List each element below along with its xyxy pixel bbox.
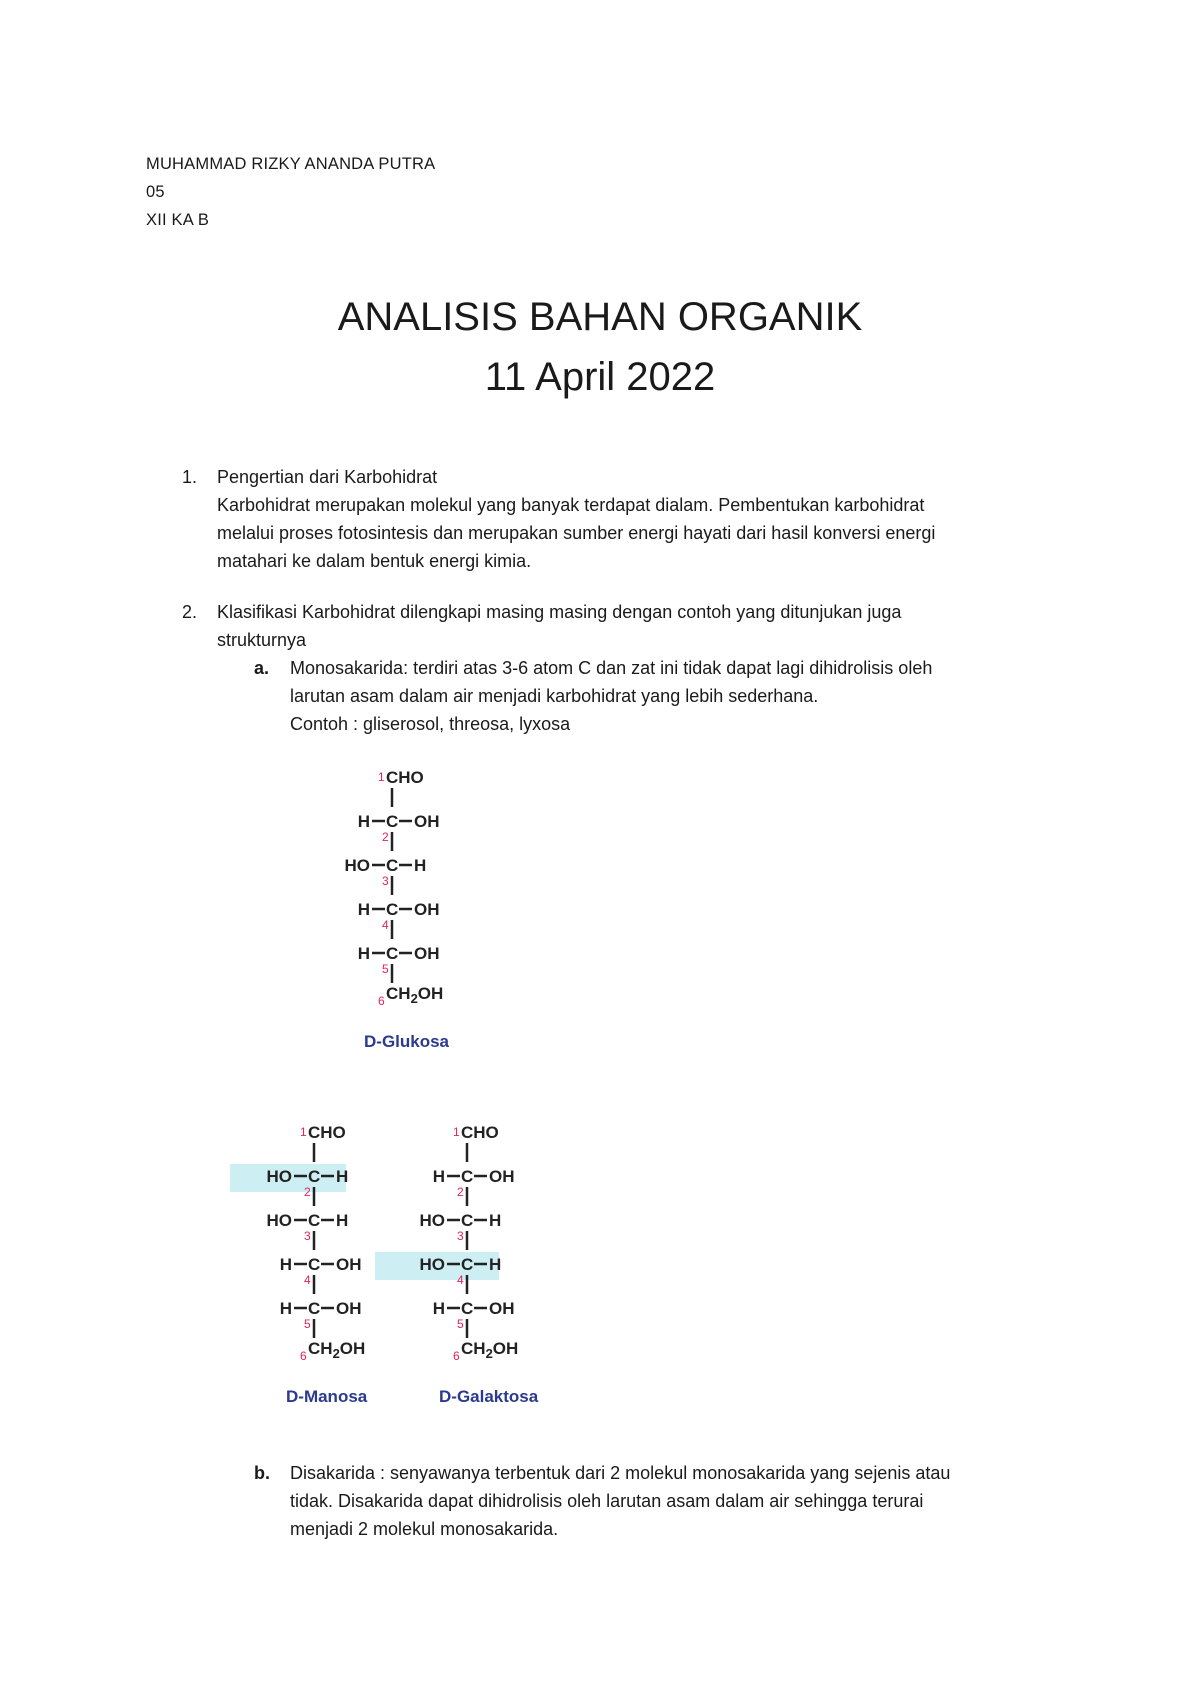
carbon: C [308,1255,321,1274]
carbon-number: 5 [457,1317,464,1331]
structure-name: D-Galaktosa [439,1387,539,1406]
item-2-line: Klasifikasi Karbohidrat dilengkapi masing masing dengan contoh yang ditunjukan juga [217,602,902,622]
carbon-number: 3 [457,1229,464,1243]
structure-name: D-Manosa [286,1387,368,1406]
carbon-number: 2 [304,1185,311,1199]
structure-name: D-Glukosa [364,1032,450,1051]
group-top: CHO [308,1123,346,1142]
subitem-b-line: menjadi 2 molekul monosakarida. [290,1519,559,1539]
carbon-number: 4 [382,918,389,932]
group-bottom: $CH_2OH$ [308,1339,366,1361]
item-2-number: 2. [182,602,198,622]
d-galaktosa-structure [375,1110,575,1430]
substituent-left: HO [344,856,370,875]
carbon: C [461,1211,474,1230]
substituent-left: HO [419,1211,445,1230]
carbon: C [308,1211,321,1230]
carbon-number: 6 [453,1349,460,1363]
substituent-left: HO [266,1167,292,1186]
substituent-right: OH [414,900,440,919]
student-header [146,150,435,234]
carbon-number: 1 [300,1125,307,1139]
subitem-a-letter: a. [254,658,270,678]
carbon-number: 2 [457,1185,464,1199]
subitem-a-example: Contoh : gliserosol, threosa, lyxosa [290,714,571,734]
carbon-number: 4 [304,1273,311,1287]
carbon-number: 2 [382,830,389,844]
substituent-left: H [357,900,370,919]
substituent-right: OH [489,1167,515,1186]
carbon-number: 4 [457,1273,464,1287]
document-date: 11 April 2022 [484,355,716,399]
item-1-line: melalui proses fotosintesis dan merupakan sumber energi hayati dari hasil konversi energi [217,523,936,543]
substituent-right: H [489,1211,502,1230]
substituent-right: H [336,1211,349,1230]
subitem-b-letter: b. [254,1463,270,1483]
item-2-line: strukturnya [217,630,307,650]
substituent-right: OH [489,1299,515,1318]
carbon: C [386,856,399,875]
carbon: C [461,1255,474,1274]
carbon-number: 3 [304,1229,311,1243]
student-name: MUHAMMAD RIZKY ANANDA PUTRA [146,155,436,173]
substituent-left: H [279,1299,292,1318]
carbon-number: 5 [382,962,389,976]
carbon-number: 6 [378,994,385,1008]
substituent-right: H [336,1167,349,1186]
student-number: 05 [146,183,165,201]
carbon: C [308,1167,321,1186]
substituent-right: H [414,856,427,875]
carbon: C [308,1299,321,1318]
substituent-left: H [357,812,370,831]
subitem-b-line: tidak. Disakarida dapat dihidrolisis oleh larutan asam dalam air sehingga terurai [290,1491,924,1511]
group-bottom: $CH_2OH$ [461,1339,519,1361]
item-1-heading: Pengertian dari Karbohidrat [217,467,438,487]
carbon-number: 1 [378,770,385,784]
document-title: ANALISIS BAHAN ORGANIK [337,295,863,339]
subitem-a-line: Monosakarida: terdiri atas 3-6 atom C dan zat ini tidak dapat lagi dihidrolisis oleh [290,658,933,678]
substituent-right: OH [414,812,440,831]
student-class: XII KA B [146,211,210,229]
group-bottom: $CH_2OH$ [386,984,444,1006]
carbon: C [386,900,399,919]
item-1-number: 1. [182,467,198,487]
carbon-number: 5 [304,1317,311,1331]
carbon-number: 3 [382,874,389,888]
substituent-left: H [357,944,370,963]
group-top: CHO [461,1123,499,1142]
carbon-number: 1 [453,1125,460,1139]
item-1-line: Karbohidrat merupakan molekul yang banyak terdapat dialam. Pembentukan karbohidrat [217,495,925,515]
carbon: C [386,944,399,963]
carbon: C [461,1167,474,1186]
substituent-right: OH [336,1255,362,1274]
substituent-left: H [432,1299,445,1318]
d-glukosa-structure [300,755,500,1055]
substituent-right: OH [414,944,440,963]
substituent-left: HO [419,1255,445,1274]
carbon: C [386,812,399,831]
substituent-left: H [432,1167,445,1186]
subitem-a-line: larutan asam dalam air menjadi karbohidrat yang lebih sederhana. [290,686,819,706]
subitem-b-line: Disakarida : senyawanya terbentuk dari 2 molekul monosakarida yang sejenis atau [290,1463,951,1483]
substituent-left: H [279,1255,292,1274]
substituent-left: HO [266,1211,292,1230]
substituent-right: H [489,1255,502,1274]
carbon: C [461,1299,474,1318]
group-top: CHO [386,768,424,787]
item-1-line: matahari ke dalam bentuk energi kimia. [217,551,532,571]
carbon-number: 6 [300,1349,307,1363]
substituent-right: OH [336,1299,362,1318]
